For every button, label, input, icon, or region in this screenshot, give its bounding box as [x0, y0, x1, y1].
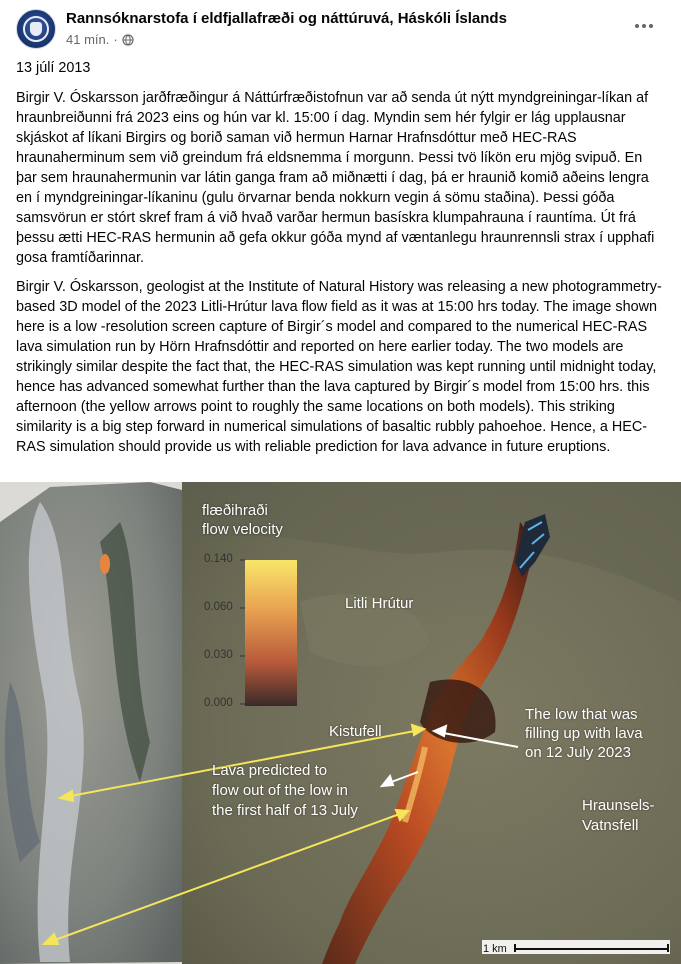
legend-tick-label: 0.000	[204, 697, 233, 709]
label-prediction-line2: flow out of the low in	[212, 782, 348, 799]
legend-tick-label: 0.060	[204, 601, 233, 613]
post-body	[16, 58, 666, 466]
label-prediction-line1: Lava predicted to	[212, 762, 328, 779]
meta-separator: ·	[113, 32, 118, 47]
label-low-line3: on 12 July 2023	[525, 744, 631, 761]
scale-bar-background	[482, 940, 670, 954]
label-prediction-line3: the first half of 13 July	[212, 802, 358, 819]
post-date: 13 júlí 2013	[16, 60, 91, 76]
post-time-link[interactable]: 41 mín.	[66, 32, 110, 47]
legend-title-icelandic: flæðihraði	[202, 502, 268, 519]
scale-label: 1 km	[483, 943, 507, 955]
post-paragraph-english: Birgir V. Óskarsson, geologist at the Institute of Natural History was releasing a new photogrammetry-based 3D model of the 2023 Litli-Hrútur lava flow field as it was at 15:00 hrs today. The image shown here is a low -resolution screen capture of Birgir´s model and compared to the numerical HEC-RAS lava simulation run by Hörn Hrafnsdóttir and reported on here earlier today. The two models are strikingly similar despite the fact that, the HEC-RAS simulation was kept running until midnight today, hence has advanced somewhat further than the lava captured by Birgir´s model from 15:00 hrs. this afternoon (the yellow arrows point to roughly the same locations on both models). This striking similarity is a big step forward in numerical simulations of basaltic rubbly pahoehoe. Hence, a HEC-RAS simulation should provide us with reliable prediction for lava advance in future eruptions.	[16, 279, 662, 455]
post-meta	[66, 32, 134, 47]
photogrammetry-model	[0, 482, 182, 964]
globe-icon	[122, 34, 134, 46]
post-header	[0, 0, 681, 54]
label-litli-hrutur: Litli Hrútur	[345, 595, 414, 612]
legend-tick-label: 0.030	[204, 649, 233, 661]
page-avatar[interactable]	[16, 9, 56, 49]
page-name-link[interactable]: Rannsóknarstofa í eldfjallafræði og náttúruvá, Háskóli Íslands	[66, 10, 507, 27]
legend-tick-label: 0.140	[204, 553, 233, 565]
label-hraunsels-line1: Hraunsels-	[582, 797, 655, 814]
velocity-color-bar	[245, 560, 297, 706]
legend-title-english: flow velocity	[202, 521, 283, 538]
more-options-button[interactable]	[629, 14, 659, 38]
label-hraunsels-line2: Vatnsfell	[582, 817, 639, 834]
label-kistufell: Kistufell	[329, 723, 382, 740]
model-active-vent	[100, 554, 110, 574]
post-paragraph-icelandic: Birgir V. Óskarsson jarðfræðingur á Náttúrfræðistofnun var að senda út nýtt myndgreiningar-líkan af hraunbreiðunni frá 2023 eins og hún var kl. 15:00 í dag. Myndin sem hér fylgir er lág upplausnar skjáskot af líkani Birgirs og borið saman við hermun Harnar Hrafnsdóttur með HEC-RAS hraunaherminum sem við greindum frá eldsnemma í morgunn. Þessi tvö líkön eru mjög svipuð. En þar sem hraunahermunin var látin ganga fram að miðnætti í dag, þá er hraunið komið aðeins lengra en í myndgreiningar-líkaninu (gulu örvarnar benda nokkurn vegin á sömu staðina). Þessi góða samsvörun er stórt skref fram á við hvað varðar hermun basískra klumpahrauna í rauntíma. Út frá þessu ætti HEC-RAS hermunin að gefa okkur góða mynd af væntanlegu hraunrennsli strax í upphafi gosa framtíðarinnar.	[16, 90, 655, 266]
label-low-line1: The low that was	[525, 706, 638, 723]
label-low-line2: filling up with lava	[525, 725, 643, 742]
